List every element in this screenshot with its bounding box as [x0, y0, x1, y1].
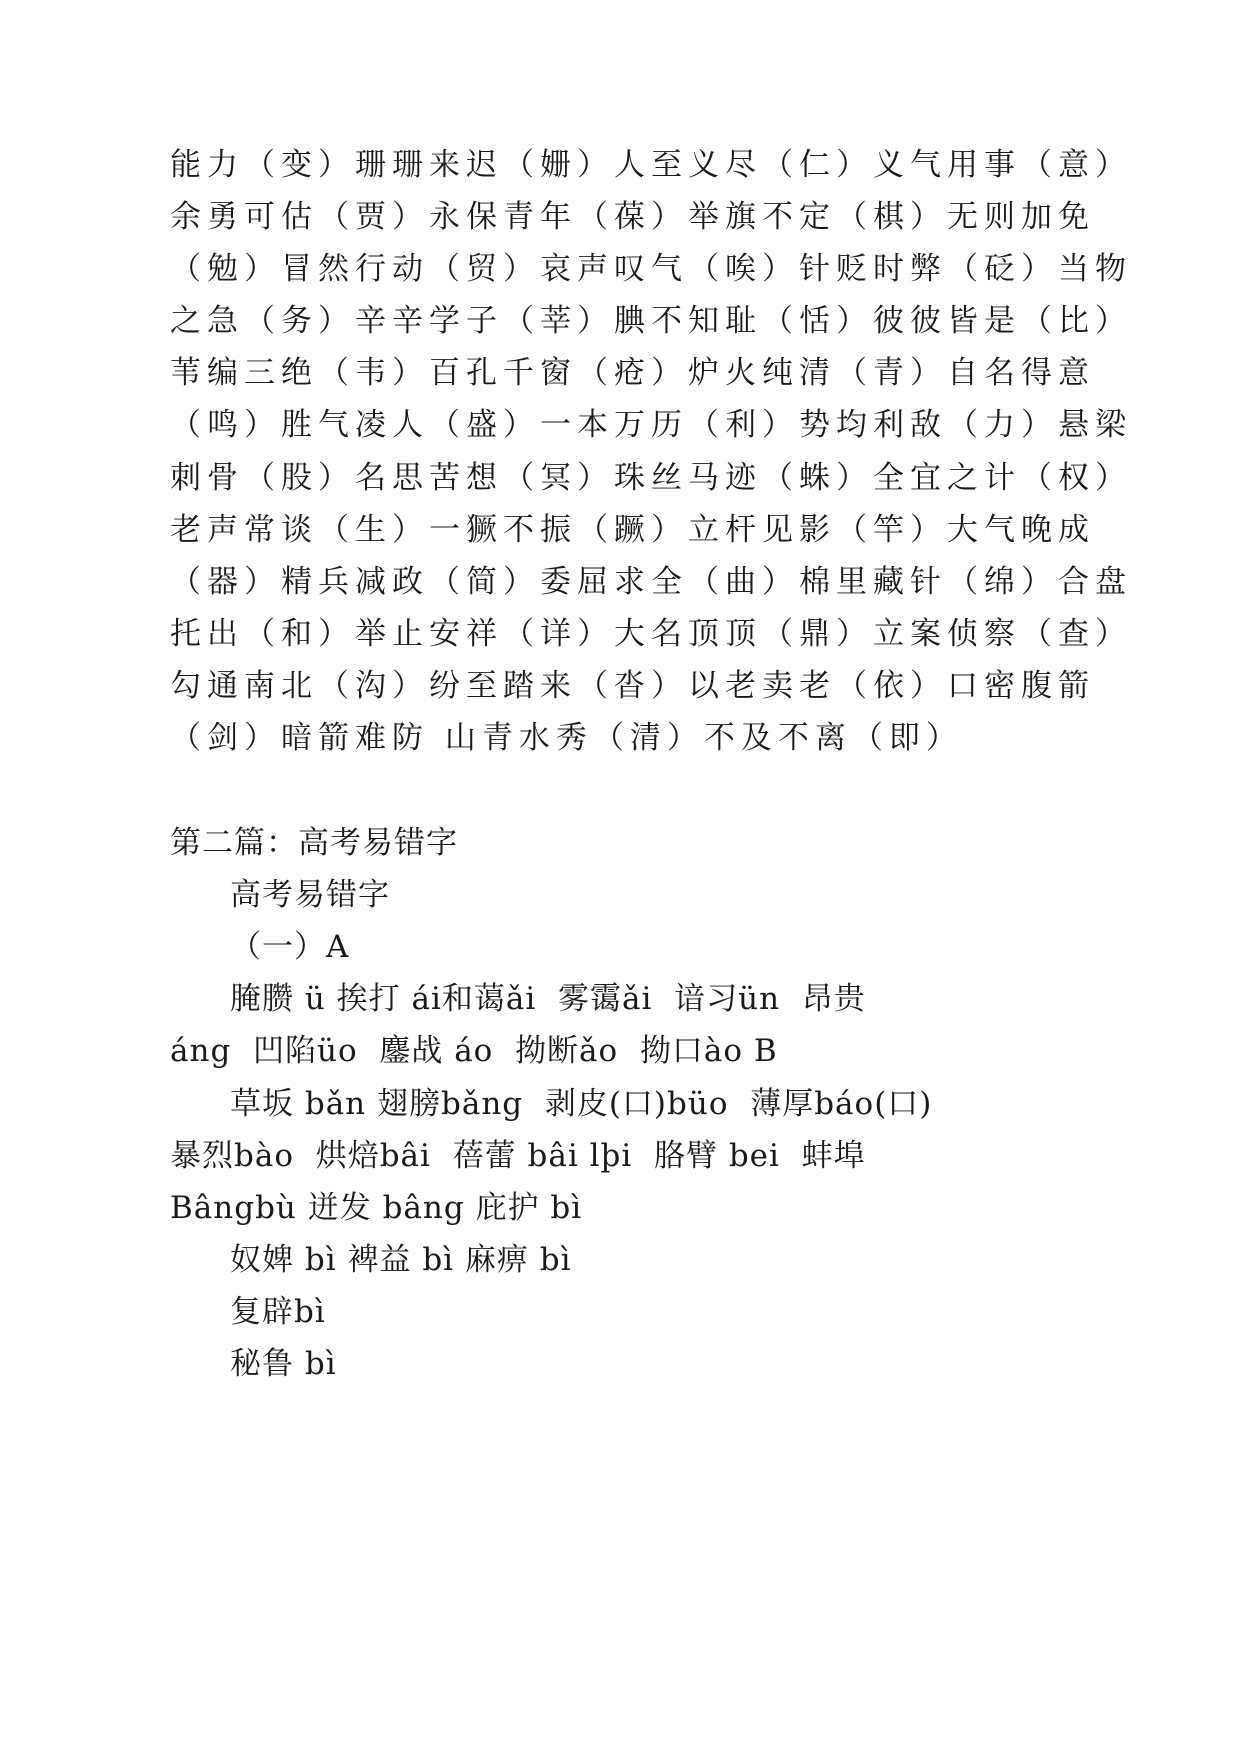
text-line: 刺骨（股）名思苦想（冥）珠丝马迹（蛛）全宜之计（权） [170, 460, 1132, 496]
text-line: 能力（变）珊珊来迟（姗）人至义尽（仁）义气用事（意） [170, 147, 1132, 183]
text-line: Bângbù 迸发 bâng 庇护 bì [170, 1190, 583, 1226]
text-line: （勉）冒然行动（贸）哀声叹气（唉）针贬时弊（砭）当物 [170, 251, 1132, 287]
text-line: （器）精兵减政（简）委屈求全（曲）棉里藏针（绵）合盘 [170, 564, 1132, 600]
text-line: 勾通南北（沟）纷至踏来（沓）以老卖老（依）口密腹箭 [170, 668, 1095, 704]
text-line: 秘鲁 bì [230, 1346, 337, 1382]
text-line: 腌臜 ü 挨打 ái和蔼ǎi 雾霭ǎi 谙习ün 昂贵 [230, 981, 866, 1017]
group-label: （一）A [230, 929, 350, 965]
text-line: 余勇可估（贾）永保青年（葆）举旗不定（棋）无则加免 [170, 199, 1095, 235]
text-line: 暴烈bào 烘焙bâi 蓓蕾 bâi lþi 胳臂 bei 蚌埠 [170, 1138, 866, 1174]
text-line: 苇编三绝（韦）百孔千窗（疮）炉火纯清（青）自名得意 [170, 355, 1095, 391]
text-line: áng 凹陷üo 鏖战 áo 拗断ǎo 拗口ào B [170, 1033, 778, 1069]
text-line: （鸣）胜气凌人（盛）一本万历（利）势均利敌（力）悬梁 [170, 407, 1132, 443]
text-line: 之急（务）辛辛学子（莘）腆不知耻（恬）彼彼皆是（比） [170, 303, 1132, 339]
text-line: 复辟bì [230, 1294, 326, 1330]
text-line: 托出（和）举止安祥（详）大名顶顶（鼎）立案侦察（查） [170, 616, 1132, 652]
text-line: 奴婢 bì 裨益 bì 麻痹 bì [230, 1242, 572, 1278]
text-line: 草坂 bǎn 翅膀bǎng 剥皮(口)büo 薄厚báo(口) [230, 1086, 933, 1122]
section-subheading: 高考易错字 [230, 877, 390, 913]
text-line: （剑）暗箭难防 山青水秀（清）不及不离（即） [170, 720, 963, 756]
text-line: 老声常谈（生）一獗不振（蹶）立杆见影（竿）大气晚成 [170, 512, 1095, 548]
section-heading: 第二篇：高考易错字 [170, 825, 458, 861]
